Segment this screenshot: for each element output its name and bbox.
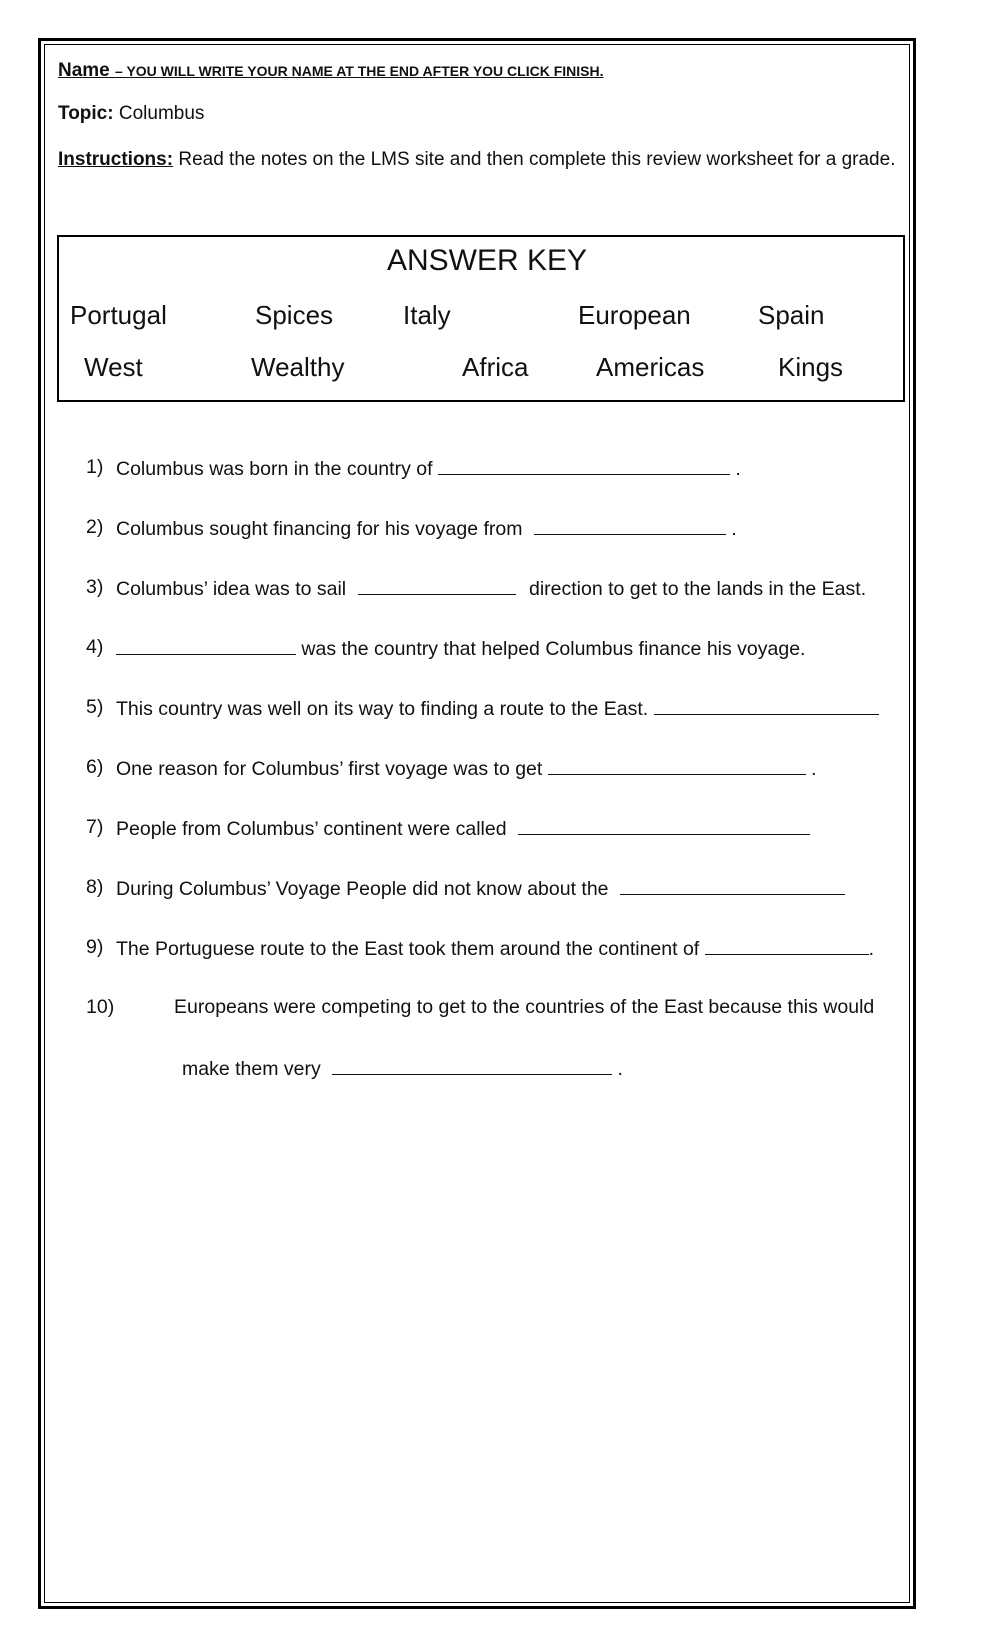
instructions-label: Instructions: [58,149,174,170]
instructions [58,145,918,175]
question-8 [116,876,845,901]
question-number: 7) [86,816,104,838]
answer-blank-2[interactable] [534,516,726,535]
question-number: 2) [86,516,104,538]
question-number: 10) [86,996,115,1018]
answer-blank-5[interactable] [654,696,879,715]
question-2 [116,516,737,541]
question-number: 1) [86,456,104,478]
topic-label: Topic: [58,103,114,124]
answer-key-title: ANSWER KEY [387,244,588,277]
answer-blank-1[interactable] [438,456,730,475]
question-number: 8) [86,876,104,898]
question-6 [116,756,817,781]
answer-word: Italy [403,300,451,330]
instructions-text: Read the notes on the LMS site and then complete this review worksheet for a grade. [173,149,896,170]
answer-word: Wealthy [251,352,345,382]
answer-blank-8[interactable] [620,876,845,895]
answer-blank-3[interactable] [358,576,516,595]
topic-line [58,103,204,125]
answer-word: Spices [255,300,334,330]
answer-blank-6[interactable] [548,756,806,775]
question-9 [116,936,874,961]
question-text: Columbus sought financing for his voyage from [116,518,528,540]
question-text: . [612,1058,623,1080]
question-text: Columbus’ idea was to sail [116,578,352,600]
topic-value: Columbus [113,103,205,124]
question-text: The Portuguese route to the East took them around the continent of [116,938,705,960]
question-text: . [729,458,741,480]
question-3 [116,576,866,601]
answer-word: European [578,300,691,330]
question-text: make them very [182,1058,327,1080]
question-text: direction to get to the lands in the East. [523,578,867,600]
name-line [58,60,604,82]
question-text: People from Columbus’ continent were called [116,818,512,840]
answer-word: Portugal [70,300,167,330]
answer-blank-4[interactable] [116,636,296,655]
question-text: was the country that helped Columbus finance his voyage. [296,638,806,660]
answer-word: Spain [758,300,825,330]
question-10-line-1: Europeans were competing to get to the countries of the East because this would [174,996,875,1018]
question-number: 6) [86,756,104,778]
answer-word: Americas [596,352,705,382]
answer-blank-10[interactable] [332,1056,612,1075]
answer-word: West [84,352,143,382]
question-number: 5) [86,696,104,718]
answer-word: Africa [462,352,529,382]
answer-blank-7[interactable] [518,816,810,835]
question-4 [116,636,805,661]
question-number: 3) [86,576,104,598]
question-text: Columbus was born in the country of [116,458,438,480]
question-text: . [725,518,737,540]
question-5 [116,696,879,721]
question-text: During Columbus’ Voyage People did not know about the [116,878,614,900]
question-text: This country was well on its way to finding a route to the East. [116,698,654,720]
answer-blank-9[interactable] [705,936,869,955]
question-1 [116,456,741,481]
question-number: 9) [86,936,104,958]
question-text: One reason for Columbus’ first voyage was to get [116,758,548,780]
answer-word: Kings [778,352,844,382]
question-number: 4) [86,636,104,658]
name-label: Name [58,60,116,81]
question-text: . [805,758,817,780]
question-text: . [868,938,875,960]
question-7 [116,816,810,841]
question-10-line-2 [182,1056,623,1081]
name-note: – YOU WILL WRITE YOUR NAME AT THE END AFTER YOU CLICK FINISH. [115,63,604,79]
